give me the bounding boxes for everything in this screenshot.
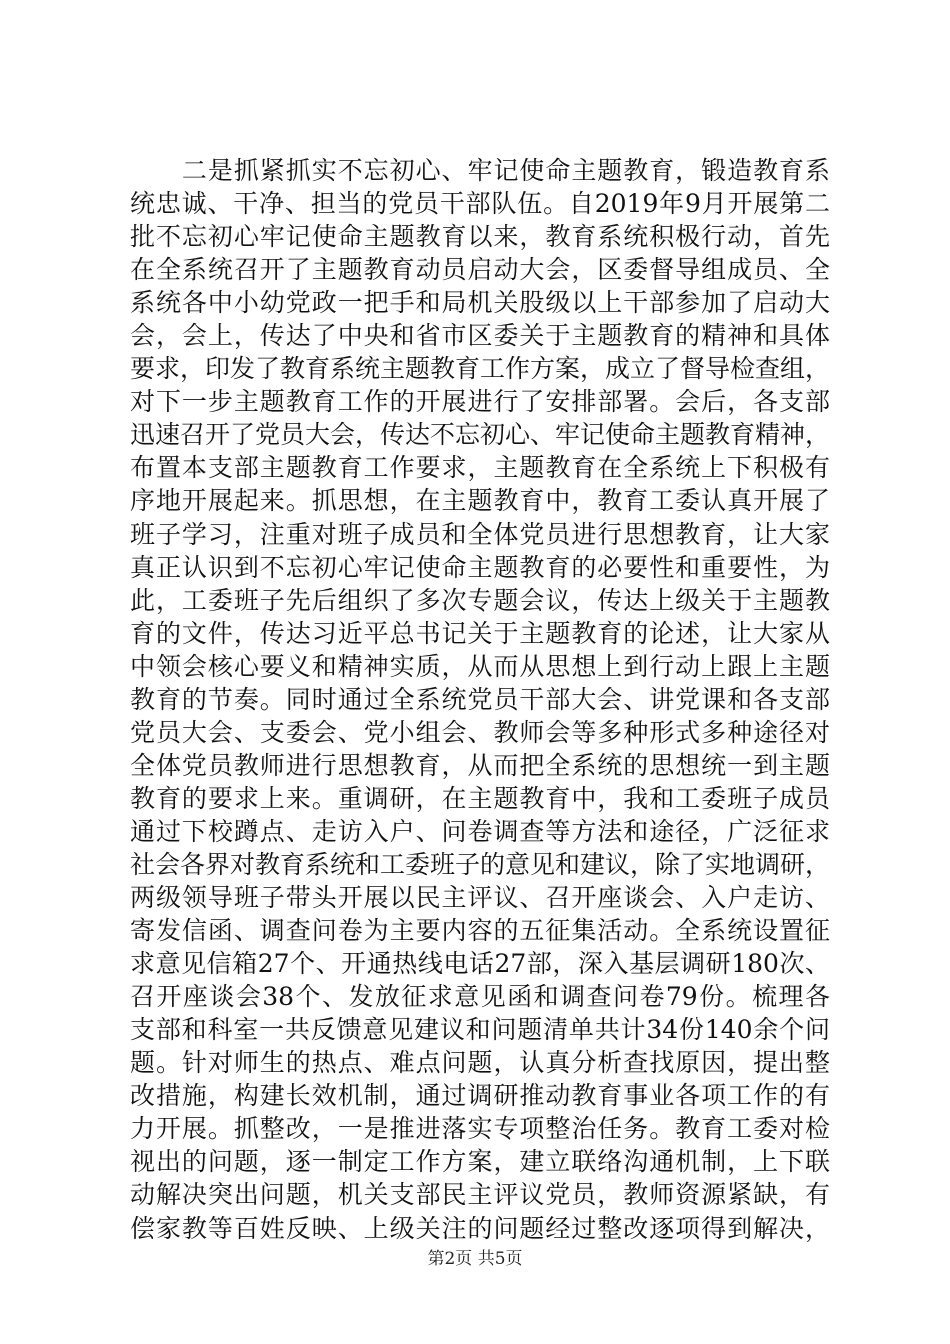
text-line: 召开座谈会38个、发放征求意见函和调查问卷79份。梳理各 xyxy=(130,982,830,1012)
text-line: 布置本支部主题教育工作要求，主题教育在全系统上下积极有 xyxy=(130,453,830,483)
text-line: 班子学习，注重对班子成员和全体党员进行思想教育，让大家 xyxy=(130,519,830,549)
text-line: 题。针对师生的热点、难点问题，认真分析查找原因，提出整 xyxy=(130,1048,830,1078)
text-line: 力开展。抓整改，一是推进落实专项整治任务。教育工委对检 xyxy=(130,1114,830,1144)
text-line: 寄发信函、调查问卷为主要内容的五征集活动。全系统设置征 xyxy=(130,916,830,946)
text-line: 要求，印发了教育系统主题教育工作方案，成立了督导检查组， xyxy=(130,354,831,384)
text-line: 党员大会、支委会、党小组会、教师会等多种形式多种途径对 xyxy=(130,717,830,747)
page-footer: 第2页 共5页 xyxy=(427,1249,523,1269)
text-line: 偿家教等百姓反映、上级关注的问题经过整改逐项得到解决， xyxy=(130,1213,830,1243)
text-line: 二是抓紧抓实不忘初心、牢记使命主题教育，锻造教育系 xyxy=(130,156,830,185)
body-text xyxy=(130,154,830,1245)
text-line: 求意见信箱27个、开通热线电话27部，深入基层调研180次、 xyxy=(130,949,830,979)
text-line: 系统各中小幼党政一把手和局机关股级以上干部参加了启动大 xyxy=(130,288,830,318)
text-line: 统忠诚、干净、担当的党员干部队伍。自2019年9月开展第二 xyxy=(130,189,830,219)
text-line: 此，工委班子先后组织了多次专题会议，传达上级关于主题教 xyxy=(130,585,830,615)
text-line: 批不忘初心牢记使命主题教育以来，教育系统积极行动，首先 xyxy=(130,222,830,252)
text-line: 改措施，构建长效机制，通过调研推动教育事业各项工作的有 xyxy=(130,1081,830,1111)
text-line: 教育的节奏。同时通过全系统党员干部大会、讲党课和各支部 xyxy=(130,684,830,714)
text-line: 会，会上，传达了中央和省市区委关于主题教育的精神和具体 xyxy=(130,321,830,351)
text-line: 动解决突出问题，机关支部民主评议党员，教师资源紧缺，有 xyxy=(130,1180,830,1210)
text-line: 迅速召开了党员大会，传达不忘初心、牢记使命主题教育精神， xyxy=(130,420,831,450)
text-line: 在全系统召开了主题教育动员启动大会，区委督导组成员、全 xyxy=(130,255,830,285)
text-line: 序地开展起来。抓思想，在主题教育中，教育工委认真开展了 xyxy=(130,486,830,516)
text-line: 中领会核心要义和精神实质，从而从思想上到行动上跟上主题 xyxy=(130,651,830,681)
text-line: 通过下校蹲点、走访入户、问卷调查等方法和途径，广泛征求 xyxy=(130,816,830,846)
text-line: 全体党员教师进行思想教育，从而把全系统的思想统一到主题 xyxy=(130,750,830,780)
text-line: 支部和科室一共反馈意见建议和问题清单共计34份140余个问 xyxy=(130,1015,830,1045)
text-line: 教育的要求上来。重调研，在主题教育中，我和工委班子成员 xyxy=(130,783,830,813)
text-line: 对下一步主题教育工作的开展进行了安排部署。会后，各支部 xyxy=(130,387,830,417)
text-line: 育的文件，传达习近平总书记关于主题教育的论述，让大家从 xyxy=(130,618,830,648)
text-line: 社会各界对教育系统和工委班子的意见和建议，除了实地调研， xyxy=(130,849,831,879)
text-line: 视出的问题，逐一制定工作方案，建立联络沟通机制，上下联 xyxy=(130,1147,830,1177)
text-line: 真正认识到不忘初心牢记使命主题教育的必要性和重要性，为 xyxy=(130,552,830,582)
text-line: 两级领导班子带头开展以民主评议、召开座谈会、入户走访、 xyxy=(130,883,830,913)
